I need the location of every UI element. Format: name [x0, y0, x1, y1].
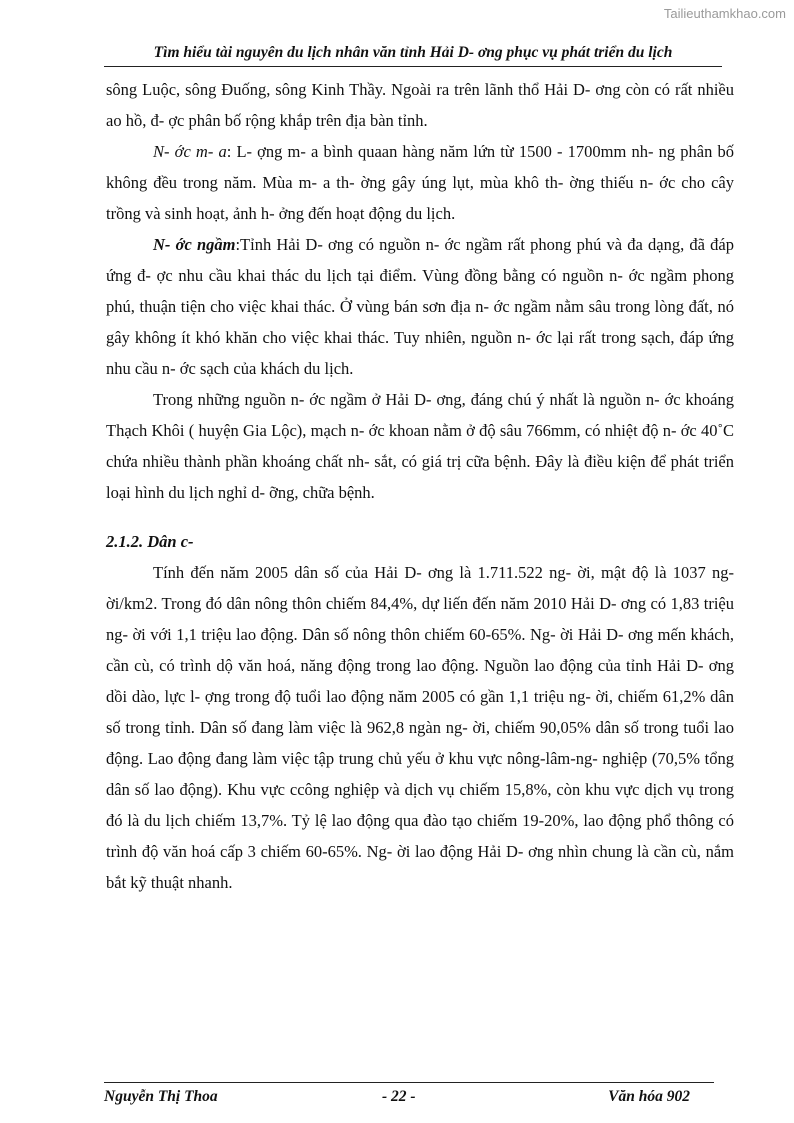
section-heading: 2.1.2. Dân c-	[106, 532, 194, 551]
groundwater-paragraph	[106, 229, 734, 384]
running-header: Tìm hiểu tài nguyên du lịch nhân văn tỉnh Hải D- ơng phục vụ phát triển du lịch	[153, 44, 673, 61]
mineral-water-paragraph: Trong những nguồn n- ớc ngầm ở Hải D- ơng, đáng chú ý nhất là nguồn n- ớc khoáng Thạch Khôi ( huyện Gia Lộc), mạch n- ớc khoan nằm ở độ sâu 766mm, có nhiệt độ n- ớc 40˚C chứa nhiều thành phần khoáng chất nh- sắt, có giá trị cữa bệnh. Đây là điều kiện để phát triển loại hình du lịch nghỉ d- ỡng, chữa bệnh.	[106, 390, 734, 502]
page-body	[106, 74, 734, 898]
rain-paragraph	[106, 136, 734, 229]
population-paragraph: Tính đến năm 2005 dân số của Hải D- ơng là 1.711.522 ng- ời, mật độ là 1037 ng- ời/km2. Trong đó dân nông thôn chiếm 84,4%, dự liến đến năm 2010 Hải D- ơng có 1,83 triệu ng- ời với 1,1 triệu lao động. Dân số nông thôn chiếm 60-65%. Ng- ời Hải D- ơng mến khách, cần cù, có trình dộ văn hoá, năng động trong lao động. Nguồn lao động của tỉnh Hải D- ơng dồi dào, lực l- ợng trong độ tuổi lao động năm 2005 có gần 1,1 triệu ng- ời, chiếm 61,2% dân số trong tỉnh. Dân số đang làm việc là 962,8 ngàn ng- ời, chiếm 90,05% dân số trong tuổi lao động. Lao động đang làm việc tập trung chủ yếu ở khu vực nông-lâm-ng- nghiệp (70,5% tổng dân số lao động). Khu vực ccông nghiệp và dịch vụ chiếm 15,8%, còn khu vực dịch vụ trong đó là du lịch chiếm 13,7%. Tỷ lệ lao động qua đào tạo chiếm 19-20%, lao động phổ thông có trình độ văn hoá cấp 3 chiếm 60-65%. Ng- ời lao động Hải D- ơng nhìn chung là cần cù, nắm bắt kỹ thuật nhanh.	[106, 563, 734, 892]
footer-author: Nguyễn Thị Thoa	[104, 1088, 218, 1105]
rain-term: N- ớc m- a	[153, 142, 227, 161]
footer-divider	[104, 1082, 714, 1083]
page-footer	[104, 1088, 714, 1110]
header-divider	[104, 66, 722, 67]
section-spacer	[106, 508, 734, 526]
watermark: Tailieuthamkhao.com	[663, 6, 786, 21]
rain-text: : L- ợng m- a bình quaan hàng năm lứn từ 1500 - 1700mm nh- ng phân bố không đều trong năm. Mùa m- a th- ờng gây úng lụt, mùa khô th- ờng thiếu n- ớc cho cây trồng và sinh hoạt, ảnh h- ởng đến hoạt động du lịch.	[106, 142, 734, 223]
groundwater-term: N- ớc ngầm	[153, 235, 236, 254]
footer-class: Văn hóa 902	[608, 1088, 690, 1105]
page-number: - 22 -	[382, 1088, 416, 1105]
groundwater-text: :Tỉnh Hải D- ơng có nguồn n- ớc ngầm rất phong phú và đa dạng, đã đáp ứng đ- ợc nhu cầu khai thác du lịch tại điểm. Vùng đồng bằng có nguồn n- ớc ngầm phong phú, thuận tiện cho việc khai thác. Ở vùng bán sơn địa n- ớc ngầm nằm sâu trong lòng đất, nó gây không ít khó khăn cho việc khai thác. Tuy nhiên, nguồn n- ớc lại rất trong sạch, đáp ứng nhu cầu n- ớc sạch của khách du lịch.	[106, 235, 734, 378]
intro-paragraph: sông Luộc, sông Đuống, sông Kinh Thầy. Ngoài ra trên lãnh thổ Hải D- ơng còn có rất nhiều ao hồ, đ- ợc phân bố rộng khắp trên địa bàn tỉnh.	[106, 80, 734, 130]
